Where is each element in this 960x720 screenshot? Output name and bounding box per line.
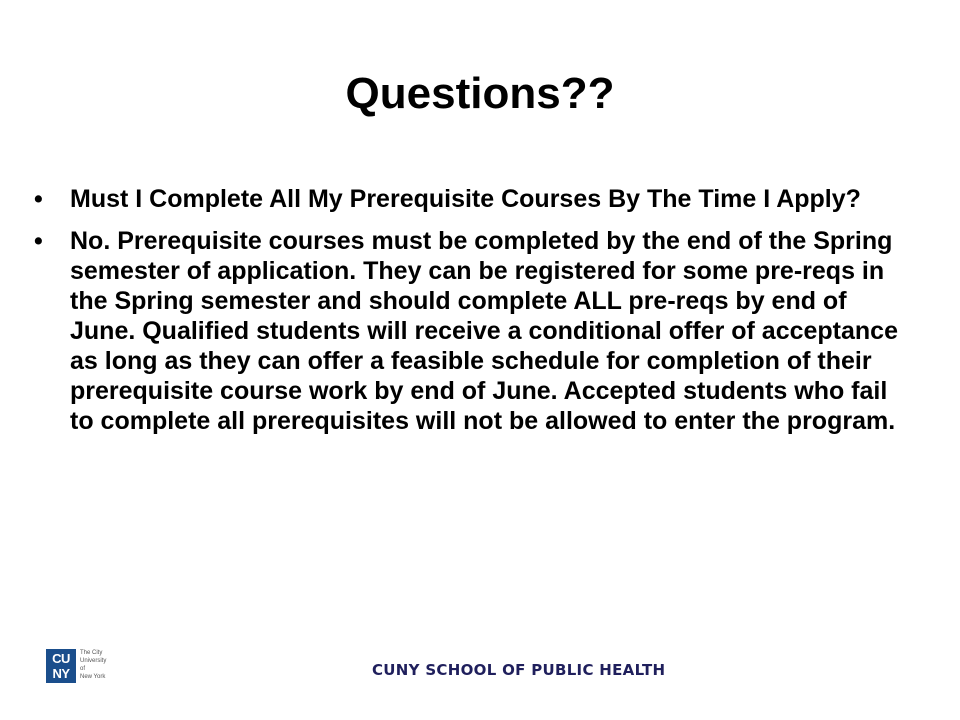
school-name: CUNY SCHOOL OF PUBLIC HEALTH bbox=[372, 661, 666, 679]
cuny-logo bbox=[46, 649, 118, 685]
bullet-text-question: Must I Complete All My Prerequisite Courses By The Time I Apply? bbox=[70, 185, 861, 213]
tagline-line: University bbox=[80, 658, 107, 664]
tagline-line: New York bbox=[80, 674, 106, 680]
footer bbox=[0, 645, 960, 695]
cuny-logo-mark bbox=[46, 649, 76, 683]
tagline-line: The City bbox=[80, 650, 103, 656]
bullet-glyph: • bbox=[34, 227, 43, 255]
bullet-list bbox=[34, 184, 910, 448]
bullet-glyph: • bbox=[34, 185, 43, 213]
logo-mark-line: CU bbox=[52, 651, 70, 666]
bullet-text-answer: No. Prerequisite courses must be completed by the end of the Spring semester of application. They can be registered for some pre-reqs in the Spring semester and should complete ALL pre-reqs by end of June. Qualified students will receive a conditional offer of acceptance as long as they can offer a feasible schedule for completion of their prerequisite course work by end of June. Accepted students who fail to complete all prerequisites will not be allowed to enter the program. bbox=[70, 227, 898, 435]
slide-title: Questions?? bbox=[345, 69, 615, 118]
logo-mark-line: NY bbox=[52, 666, 70, 681]
bullet-answer bbox=[34, 226, 910, 436]
cuny-logo-tagline bbox=[80, 649, 120, 681]
bullet-question bbox=[34, 184, 910, 214]
tagline-line: of bbox=[80, 666, 86, 672]
